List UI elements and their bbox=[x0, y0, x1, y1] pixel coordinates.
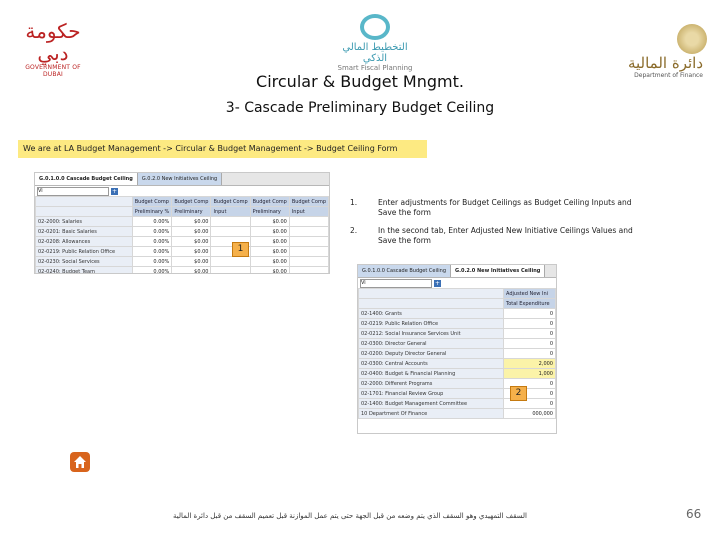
ring-icon bbox=[360, 14, 390, 40]
table-row bbox=[359, 329, 556, 339]
row-label: 02-2000: Salaries bbox=[36, 217, 133, 227]
step-item bbox=[350, 198, 650, 218]
seal-icon bbox=[677, 24, 707, 54]
adjusted-ceiling-cell[interactable]: 0 bbox=[504, 309, 556, 319]
row-label: 02-0300: Director General bbox=[359, 339, 504, 349]
tab-cascade-budget-ceiling[interactable]: G.0.1.0.0 Cascade Budget Ceiling bbox=[358, 265, 451, 277]
government-of-dubai-logo bbox=[18, 20, 88, 78]
table-row bbox=[359, 309, 556, 319]
col-subheader: Total Expenditure bbox=[504, 299, 556, 309]
logo-mid-arabic: التخطيط المالي الذكي bbox=[342, 42, 408, 64]
tab-new-initiatives-ceiling[interactable]: G.0.2.0 New Initiatives Ceiling bbox=[451, 265, 545, 277]
col-subheader: Preliminary bbox=[250, 207, 289, 217]
step-number: 1. bbox=[350, 198, 358, 207]
logo-right-english: Department of Finance bbox=[634, 72, 703, 79]
table-row bbox=[359, 369, 556, 379]
cell-value: $0.00 bbox=[250, 227, 289, 237]
row-label: 02-1701: Financial Review Group bbox=[359, 389, 504, 399]
filter-select[interactable]: Vi bbox=[360, 279, 432, 288]
tab-cascade-budget-ceiling[interactable]: G.0.1.0.0 Cascade Budget Ceiling bbox=[35, 173, 138, 185]
ceiling-input[interactable] bbox=[289, 227, 328, 237]
cell-value: $0.00 bbox=[172, 257, 211, 267]
cell-value: 0.00% bbox=[132, 267, 172, 275]
col-header: Budget Comp bbox=[289, 197, 328, 207]
ceiling-input[interactable] bbox=[289, 247, 328, 257]
budget-ceiling-form-screenshot bbox=[34, 172, 330, 274]
step-item bbox=[350, 226, 650, 246]
row-label: 02-0212: Social Insurance Services Unit bbox=[359, 329, 504, 339]
cell-value: $0.00 bbox=[172, 227, 211, 237]
breadcrumb: We are at LA Budget Management -> Circular & Budget Management -> Budget Ceiling Form bbox=[18, 140, 427, 158]
step-text: In the second tab, Enter Adjusted New Initiative Ceilings Values and Save the form bbox=[378, 226, 633, 245]
filter-go-button[interactable]: + bbox=[111, 187, 118, 195]
cell-value: $0.00 bbox=[250, 267, 289, 275]
step-text: Enter adjustments for Budget Ceilings as Budget Ceiling Inputs and Save the form bbox=[378, 198, 632, 217]
cell-value: $0.00 bbox=[250, 247, 289, 257]
ceiling-input[interactable] bbox=[211, 217, 250, 227]
row-label: 02-0240: Budget Team bbox=[36, 267, 133, 275]
table-row bbox=[36, 247, 329, 257]
ceiling-input[interactable] bbox=[289, 217, 328, 227]
filter-go-button[interactable]: + bbox=[434, 279, 441, 287]
row-label: 02-0200: Deputy Director General bbox=[359, 349, 504, 359]
ceiling-input[interactable] bbox=[211, 257, 250, 267]
table-row bbox=[36, 217, 329, 227]
row-label: 02-2000: Different Programs bbox=[359, 379, 504, 389]
callout-1: 1 bbox=[232, 242, 249, 257]
table-row bbox=[36, 267, 329, 275]
home-button[interactable] bbox=[70, 452, 90, 472]
page-number: 66 bbox=[686, 507, 702, 521]
slide-title: Circular & Budget Mngmt. bbox=[256, 72, 464, 91]
table-row bbox=[36, 227, 329, 237]
row-label: 02-1400: Budget Management Committee bbox=[359, 399, 504, 409]
col-header: Budget Comp bbox=[250, 197, 289, 207]
adjusted-ceiling-cell[interactable]: 0 bbox=[504, 379, 556, 389]
cell-value: $0.00 bbox=[172, 237, 211, 247]
cell-value: $0.00 bbox=[172, 267, 211, 275]
table-row bbox=[36, 257, 329, 267]
ceiling-input[interactable] bbox=[211, 267, 250, 275]
new-initiatives-ceiling-screenshot bbox=[357, 264, 557, 434]
tab-new-initiatives-ceiling[interactable]: G.0.2.0 New Initiatives Ceiling bbox=[138, 173, 222, 185]
adjusted-ceiling-cell[interactable]: 0 bbox=[504, 389, 556, 399]
home-icon bbox=[73, 455, 87, 469]
row-label: 02-0208: Allowances bbox=[36, 237, 133, 247]
adjusted-ceiling-cell[interactable]: 0 bbox=[504, 349, 556, 359]
row-label: 02-0400: Budget & Financial Planning bbox=[359, 369, 504, 379]
ceiling-input[interactable] bbox=[289, 267, 328, 275]
col-subheader: Preliminary bbox=[172, 207, 211, 217]
ceiling-input[interactable] bbox=[211, 227, 250, 237]
ceiling-input[interactable] bbox=[289, 237, 328, 247]
adjusted-ceiling-cell[interactable]: 000,000 bbox=[504, 409, 556, 419]
cell-value: 0.00% bbox=[132, 237, 172, 247]
row-label: 02-0230: Social Services bbox=[36, 257, 133, 267]
table-row bbox=[359, 359, 556, 369]
cell-value: $0.00 bbox=[250, 217, 289, 227]
footer-note: السقف التمهيدي وهو السقف الذي يتم وضعه من قبل الجهة حتى يتم عمل الموازنة قبل تعميم السقف من قبل دائرة المالية bbox=[173, 512, 527, 520]
slide-subtitle: 3- Cascade Preliminary Budget Ceiling bbox=[225, 100, 495, 116]
row-label: 10 Department Of Finance bbox=[359, 409, 504, 419]
smart-fiscal-planning-logo bbox=[330, 14, 420, 72]
cell-value: $0.00 bbox=[172, 247, 211, 257]
instruction-steps bbox=[350, 198, 650, 254]
table-row bbox=[36, 237, 329, 247]
adjusted-ceiling-cell[interactable]: 2,000 bbox=[504, 359, 556, 369]
col-subheader: Input bbox=[289, 207, 328, 217]
col-subheader: Input bbox=[211, 207, 250, 217]
logo-left-english: GOVERNMENT OF DUBAI bbox=[25, 64, 81, 78]
cell-value: 0.00% bbox=[132, 217, 172, 227]
adjusted-ceiling-cell[interactable]: 1,000 bbox=[504, 369, 556, 379]
logo-right-arabic: دائرة المالية bbox=[627, 54, 703, 72]
logo-mid-english: Smart Fiscal Planning bbox=[337, 64, 413, 72]
col-header: Adjusted New Ini bbox=[504, 289, 556, 299]
department-of-finance-logo bbox=[612, 24, 707, 79]
cell-value: 0.00% bbox=[132, 257, 172, 267]
adjusted-ceiling-cell[interactable]: 0 bbox=[504, 329, 556, 339]
cell-value: 0.00% bbox=[132, 247, 172, 257]
row-label: 02-0219: Public Relation Office bbox=[359, 319, 504, 329]
col-header: Budget Comp bbox=[172, 197, 211, 207]
filter-select[interactable]: Vi bbox=[37, 187, 109, 196]
step-number: 2. bbox=[350, 226, 358, 235]
ceiling-input[interactable] bbox=[289, 257, 328, 267]
table-row bbox=[359, 349, 556, 359]
adjusted-ceiling-cell[interactable]: 0 bbox=[504, 399, 556, 409]
logo-left-arabic: حكومة دبي bbox=[25, 19, 81, 65]
row-label: 02-0300: Central Accounts bbox=[359, 359, 504, 369]
table-row bbox=[359, 319, 556, 329]
col-subheader: Preliminary % bbox=[132, 207, 172, 217]
row-label: 02-1400: Grants bbox=[359, 309, 504, 319]
row-label: 02-0219: Public Relation Office bbox=[36, 247, 133, 257]
cell-value: $0.00 bbox=[250, 257, 289, 267]
table-row bbox=[359, 339, 556, 349]
row-label: 02-0201: Basic Salaries bbox=[36, 227, 133, 237]
table-row bbox=[359, 409, 556, 419]
col-header: Budget Comp bbox=[132, 197, 172, 207]
cell-value: $0.00 bbox=[172, 217, 211, 227]
cell-value: $0.00 bbox=[250, 237, 289, 247]
adjusted-ceiling-cell[interactable]: 0 bbox=[504, 319, 556, 329]
adjusted-ceiling-cell[interactable]: 0 bbox=[504, 339, 556, 349]
cell-value: 0.00% bbox=[132, 227, 172, 237]
callout-2: 2 bbox=[510, 386, 527, 401]
col-header: Budget Comp bbox=[211, 197, 250, 207]
